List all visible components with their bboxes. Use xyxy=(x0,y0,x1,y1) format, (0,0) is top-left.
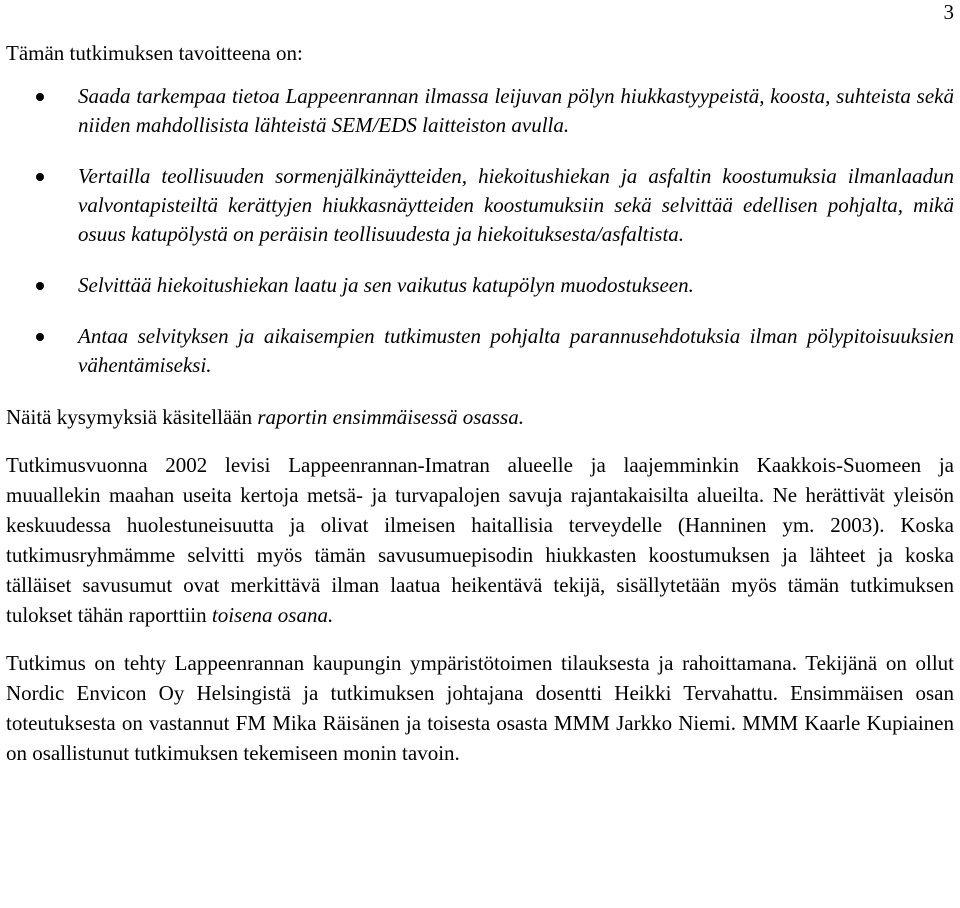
list-item xyxy=(6,162,954,249)
intro-text: Tämän tutkimuksen tavoitteena on: xyxy=(6,41,303,65)
list-item xyxy=(6,82,954,140)
goal-text: Saada tarkempaa tietoa Lappeenrannan ilmassa leijuvan pölyn hiukkastyypeistä, koosta, suhteista sekä niiden mahdollisista lähteistä SEM/EDS laitteiston avulla. xyxy=(78,84,954,137)
goals-list xyxy=(6,82,954,380)
goal-text: Selvittää hiekoitushiekan laatu ja sen vaikutus katupölyn muodostukseen. xyxy=(78,273,694,297)
goal-text: Antaa selvityksen ja aikaisempien tutkimusten pohjalta parannusehdotuksia ilman pölypitoisuuksien vähentämiseksi. xyxy=(78,324,954,377)
after-goals-plain: Näitä kysymyksiä käsitellään xyxy=(6,405,258,429)
bullet-icon xyxy=(36,173,44,181)
paragraph-smoke-episode xyxy=(6,450,954,630)
document-body xyxy=(6,38,954,768)
bullet-icon xyxy=(36,282,44,290)
paragraph1-italic: toisena osana. xyxy=(211,603,334,627)
bullet-icon xyxy=(36,93,44,101)
list-item xyxy=(6,322,954,380)
paragraph1-text: Tutkimusvuonna 2002 levisi Lappeenrannan-Imatran alueelle ja laajemminkin Kaakkois-Suomeen ja muuallekin maahan useita kertoja metsä- ja turvapalojen savuja rajantakaisilta alueilta. Ne herättivät yleisön keskuudessa huolestuneisuutta ja olivat ilmeisen haitallisia terveydelle (Hanninen ym. 2003). Koska tutkimusryhmämme selvitti myös tämän savusumuepisodin hiukkasten koostumuksen ja lähteet ja koska tälläiset savusumut ovat merkittävä ilman laatua heikentävä tekijä, sisällytetään myös tämän tutkimuksen tulokset tähän raporttiin xyxy=(6,453,954,627)
list-item xyxy=(6,271,954,300)
page-number: 3 xyxy=(943,0,954,24)
after-goals-text xyxy=(6,402,954,432)
goal-text: Vertailla teollisuuden sormenjälkinäytteiden, hiekoitushiekan ja asfaltin koostumuksia ilmanlaadun valvontapisteiltä kerättyjen hiukkasnäytteiden koostumuksiin sekä selvittää edellisen pohjalta, mikä osuus katupölystä on peräisin teollisuudesta ja hiekoituksesta/asfaltista. xyxy=(78,164,954,246)
after-goals-italic: raportin ensimmäisessä osassa. xyxy=(257,405,524,429)
bullet-icon xyxy=(36,333,44,341)
paragraph-credits: Tutkimus on tehty Lappeenrannan kaupungin ympäristötoimen tilauksesta ja rahoittamana. Tekijänä on ollut Nordic Envicon Oy Helsingistä ja tutkimuksen johtajana dosentti Heikki Tervahattu. Ensimmäisen osan toteutuksesta on vastannut FM Mika Räisänen ja toisesta osasta MMM Jarkko Niemi. MMM Kaarle Kupiainen on osallistunut tutkimuksen tekemiseen monin tavoin. xyxy=(6,651,954,765)
